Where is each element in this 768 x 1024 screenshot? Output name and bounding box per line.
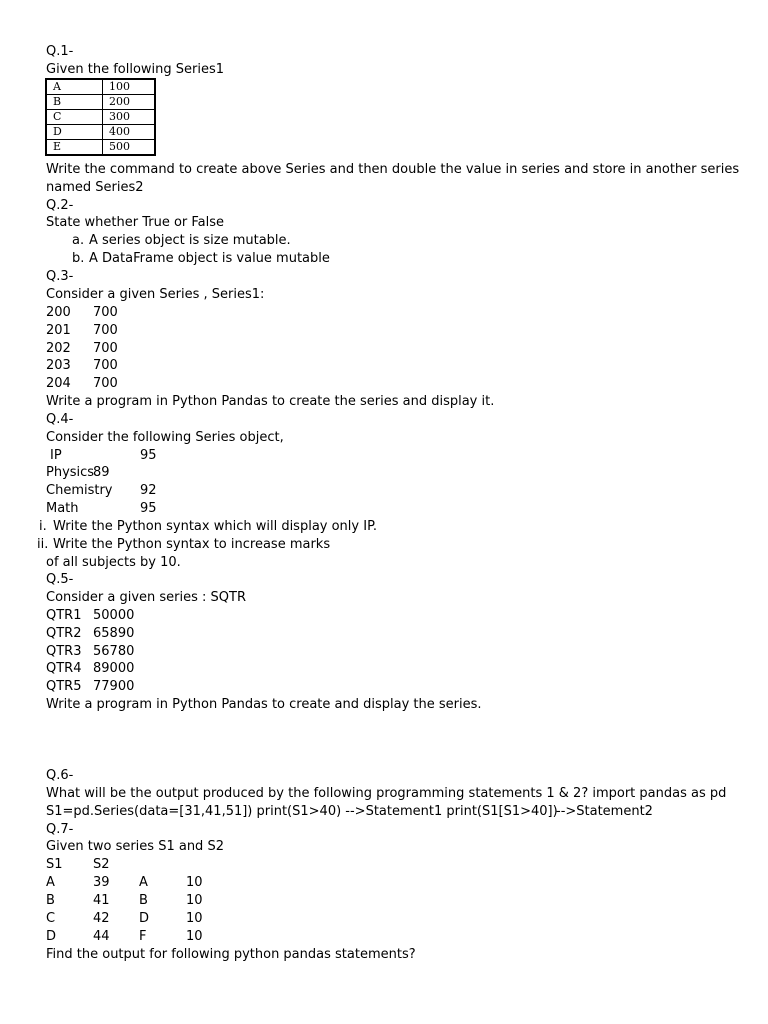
q5-row-value: 50000 <box>93 608 135 623</box>
table-cell-index: D <box>47 125 103 140</box>
q2-intro: State whether True or False <box>46 215 225 230</box>
q3-intro: Consider a given Series , Series1: <box>46 287 265 302</box>
q4-row-marks: 95 <box>140 448 157 463</box>
q4-part-ii: Write the Python syntax to increase marks <box>53 537 331 552</box>
table-cell-index: C <box>47 110 103 125</box>
series1-table <box>46 79 155 155</box>
table-cell-value: 100 <box>103 80 155 95</box>
q4-row-marks: 89 <box>93 465 110 480</box>
q4-heading: Q.4- <box>46 412 74 427</box>
q5-intro: Consider a given series : SQTR <box>46 590 247 605</box>
q2-item-b-marker: b. <box>72 251 85 266</box>
q2-item-a-text: A series object is size mutable. <box>89 233 291 248</box>
q7-s2-index: F <box>139 929 147 944</box>
q4-row-subject: Physics <box>46 465 95 480</box>
q4-part-i: Write the Python syntax which will display only IP. <box>53 519 378 534</box>
q4-row-marks: 95 <box>140 501 157 516</box>
q5-row-label: QTR2 <box>46 626 82 641</box>
q6-line1: What will be the output produced by the following programming statements 1 & 2? import pandas as pd <box>46 786 727 801</box>
table-row <box>47 110 155 125</box>
q5-row-value: 89000 <box>93 661 135 676</box>
q6-heading: Q.6- <box>46 768 74 783</box>
table-cell-value: 300 <box>103 110 155 125</box>
q3-row-value: 700 <box>93 305 118 320</box>
q5-row-label: QTR3 <box>46 644 82 659</box>
q7-s1-value: 41 <box>93 893 110 908</box>
table-row <box>47 140 155 155</box>
table-cell-value: 400 <box>103 125 155 140</box>
q3-row-value: 700 <box>93 341 118 356</box>
q7-s1-index: B <box>46 893 55 908</box>
q7-s2-index: D <box>139 911 150 926</box>
q3-row-value: 700 <box>93 358 118 373</box>
q4-row-subject: Math <box>46 501 79 516</box>
q5-row-label: QTR4 <box>46 661 82 676</box>
table-row <box>47 80 155 95</box>
q5-heading: Q.5- <box>46 572 74 587</box>
q2-item-b-text: A DataFrame object is value mutable <box>89 251 330 266</box>
q7-heading: Q.7- <box>46 822 74 837</box>
q3-row-value: 700 <box>93 376 118 391</box>
q3-row-index: 204 <box>46 376 71 391</box>
q7-col-s2: S2 <box>93 857 110 872</box>
q3-heading: Q.3- <box>46 269 74 284</box>
table-cell-index: E <box>47 140 103 155</box>
table-row <box>47 95 155 110</box>
q5-row-value: 77900 <box>93 679 135 694</box>
q5-row-value: 56780 <box>93 644 135 659</box>
table-cell-index: A <box>47 80 103 95</box>
q4-part-ii-marker: ii. <box>37 537 49 552</box>
q4-row-subject: IP <box>50 448 62 463</box>
q3-row-value: 700 <box>93 323 118 338</box>
q3-task: Write a program in Python Pandas to create the series and display it. <box>46 394 495 409</box>
q1-task-line2: named Series2 <box>46 180 144 195</box>
q7-intro: Given two series S1 and S2 <box>46 839 224 854</box>
q7-s1-value: 44 <box>93 929 110 944</box>
q7-s2-value: 10 <box>186 929 203 944</box>
q3-row-index: 201 <box>46 323 71 338</box>
q7-s1-value: 42 <box>93 911 110 926</box>
q3-row-index: 200 <box>46 305 71 320</box>
q7-s2-value: 10 <box>186 875 203 890</box>
q2-item-a-marker: a. <box>72 233 85 248</box>
q2-heading: Q.2- <box>46 198 74 213</box>
q1-heading: Q.1- <box>46 44 74 59</box>
q5-row-label: QTR5 <box>46 679 82 694</box>
q5-row-label: QTR1 <box>46 608 82 623</box>
q5-task: Write a program in Python Pandas to create and display the series. <box>46 697 482 712</box>
q4-part-ii-cont: of all subjects by 10. <box>46 555 181 570</box>
table-cell-value: 500 <box>103 140 155 155</box>
q7-s2-index: A <box>139 875 148 890</box>
q5-row-value: 65890 <box>93 626 135 641</box>
q1-task-line1: Write the command to create above Series and then double the value in series and store in another series <box>46 162 740 177</box>
q4-intro: Consider the following Series object, <box>46 430 284 445</box>
q6-line2-statement2: -->Statement2 <box>556 804 653 819</box>
q7-s2-value: 10 <box>186 911 203 926</box>
table-cell-index: B <box>47 95 103 110</box>
q7-task: Find the output for following python pandas statements? <box>46 947 416 962</box>
q1-intro: Given the following Series1 <box>46 62 225 77</box>
q4-row-marks: 92 <box>140 483 157 498</box>
q7-s1-index: C <box>46 911 56 926</box>
q7-s1-index: D <box>46 929 57 944</box>
q6-line2: S1=pd.Series(data=[31,41,51]) print(S1>40) -->Statement1 print(S1[S1>40]) <box>46 804 558 819</box>
q7-s1-index: A <box>46 875 55 890</box>
table-row <box>47 125 155 140</box>
q3-row-index: 203 <box>46 358 71 373</box>
q3-row-index: 202 <box>46 341 71 356</box>
q7-s2-index: B <box>139 893 148 908</box>
q7-s2-value: 10 <box>186 893 203 908</box>
q4-row-subject: Chemistry <box>46 483 113 498</box>
q7-s1-value: 39 <box>93 875 110 890</box>
q7-col-s1: S1 <box>46 857 63 872</box>
table-cell-value: 200 <box>103 95 155 110</box>
q4-part-i-marker: i. <box>39 519 47 534</box>
